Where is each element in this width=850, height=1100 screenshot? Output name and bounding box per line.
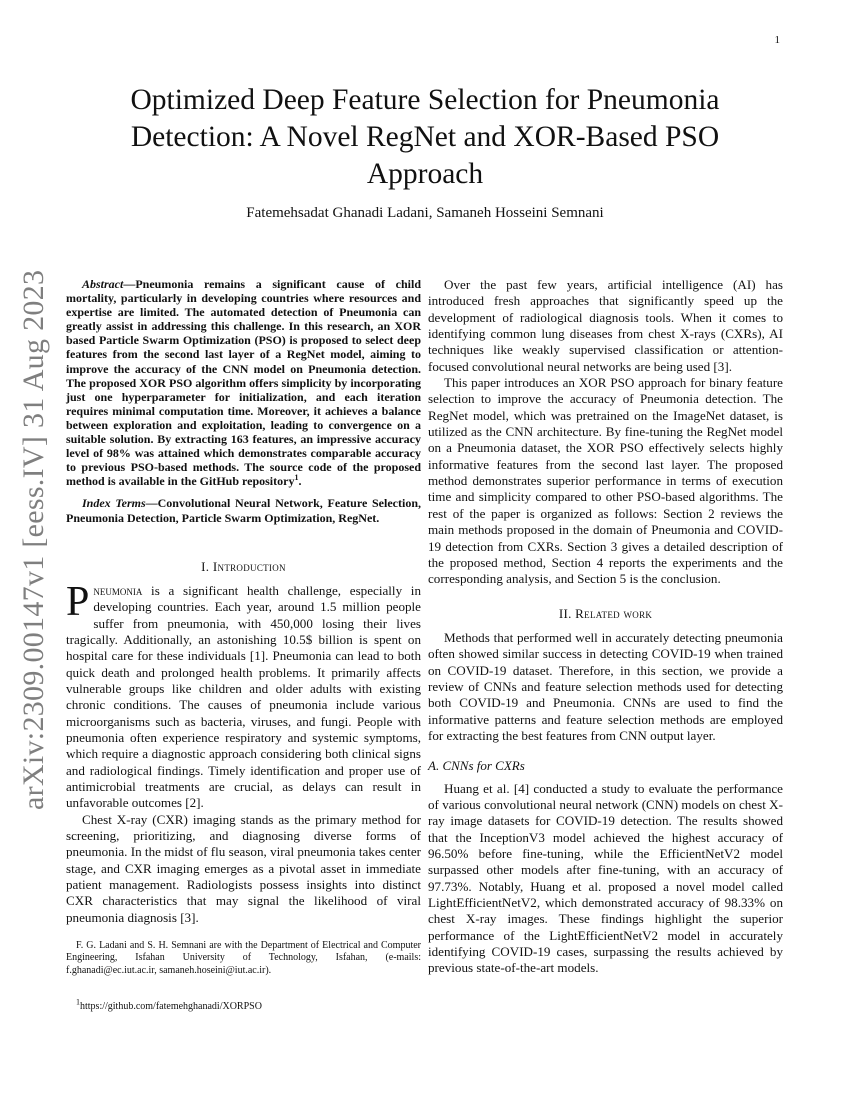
dropcap-word-rest: neumonia xyxy=(93,582,143,598)
section-heading-introduction: I. Introduction xyxy=(201,558,286,574)
abstract-text: —Pneumonia remains a significant cause of child mortality, particularly in developing countries where resources and expertise are limited. The automated detection of Pneumonia can greatly assist in addressing this challenge. In this research, an XOR based Particle Swarm Optimization (PSO) is proposed to select deep features from the second last layer of a RegNet model, aiming to improve the accuracy of the CNN model on Pneumonia detection. The proposed XOR PSO algorithm offers simplicity by incorporating just one hyperparameter for initialization, and each iteration requires minimal computation time. Moreover, it achieves a balance between exploration and exploitation, leading to convergence on a suitable solution. By extracting 163 features, an impressive accuracy level of 98% was attained which demonstrates comparable accuracy to previous PSO-based methods. The source code of the proposed method is available in the GitHub repository xyxy=(66,277,421,489)
arxiv-identifier-stamp: arXiv:2309.00147v1 [eess.IV] 31 Aug 2023 xyxy=(17,269,50,810)
dropcap-letter: P xyxy=(66,578,90,625)
abstract-end: . xyxy=(298,474,302,489)
index-terms xyxy=(66,496,421,524)
intro-paragraph-1 xyxy=(66,578,421,812)
index-terms-label: Index Terms xyxy=(82,496,146,511)
left-column xyxy=(66,277,421,1013)
page-number: 1 xyxy=(774,34,780,46)
paper-authors: Fatemehsadat Ghanadi Ladani, Samaneh Hosseini Semnani xyxy=(246,205,604,221)
intro-paragraph-1-text: is a significant health challenge, especially in developing countries. Each year, around 1.5 million people suffer from pneumonia, with 450,000 losing their lives tragically. Additionally, an astonishing 10.5$ billion is spent on hospital care for these individuals [1]. Pneumonia can lead to both quick death and prolonged health problems. It primarily affects vulnerable groups like children and older adults with existing chronic conditions. The causes of pneumonia include various microorganisms such as bacteria, viruses, and fungi. People with pneumonia often experience respiratory and systemic symptoms, which require a diagnostic approach considering both clinical signs and radiological findings. Timely identification and proper use of antimicrobial treatments are crucial, as delays can result in unfavorable outcomes [2]. xyxy=(66,582,421,811)
cnns-paragraph-1: Huang et al. [4] conducted a study to evaluate the performance of various convolutional neural network (CNN) models on chest X-ray image datasets for COVID-19 detection. The results showed that the InceptionV3 model achieved the highest accuracy of 96.50% before fine-tuning, while the EfficientNetV2 model surpassed other models after fine-tuning, with an accuracy of 97.73%. Notably, Huang et al. proposed a novel model called LightEfficientNetV2, which demonstrated accuracy of 98.33% on chest X-ray images. These findings highlight the superior performance of the LightEfficientNetV2 model in accurately identifying COVID-19 cases, surpassing the results achieved by previous state-of-the-art models. xyxy=(428,780,783,976)
repository-footnote xyxy=(66,997,421,1013)
abstract xyxy=(66,277,421,488)
repository-footnote-mark: 1 xyxy=(76,997,80,1007)
index-terms-text: —Convolutional Neural Network, Feature Selection, Pneumonia Detection, Particle Swarm Optimization, RegNet. xyxy=(66,496,421,525)
section-heading-related-work: II. Related work xyxy=(558,605,653,621)
author-affiliation-footnote: F. G. Ladani and S. H. Semnani are with the Department of Electrical and Computer Engineering, Isfahan University of Technology, Isfahan, (e-mails: f.ghanadi@ec.iut.ac.ir, samaneh.hoseini@iut.ac.ir). xyxy=(66,940,421,976)
subsection-heading-cnns-for-cxrs: A. CNNs for CXRs xyxy=(428,758,525,774)
paper-title: Optimized Deep Feature Selection for Pneumonia Detection: A Novel RegNet and XOR-Based PSO Approach xyxy=(130,84,720,190)
intro-paragraph-3: Over the past few years, artificial intelligence (AI) has introduced fresh approaches that significantly speed up the development of radiological diagnosis tools. When it comes to identifying common lung diseases from chest X-rays (CXRs), AI techniques like weakly supervised classification or attention-focused convolutional neural networks are being used [3]. xyxy=(428,277,783,374)
repository-url-link[interactable]: https://github.com/fatemehghanadi/XORPSO xyxy=(80,1000,262,1012)
abstract-label: Abstract xyxy=(82,277,124,291)
intro-paragraph-4: This paper introduces an XOR PSO approach for binary feature selection to improve the accuracy of Pneumonia detection. The RegNet model, which was pretrained on the ImageNet dataset, is utilized as the CNN architecture. By fine-tuning the RegNet model on a Pneumonia dataset, the XOR PSO effectively selects highly informative features from the second last layer. The proposed method demonstrates superior performance in terms of execution time and simplicity compared to other PSO-based algorithms. The rest of the paper is organized as follows: Section 2 reviews the main methods proposed in the domain of Pneumonia and COVID-19 detection from CXRs. Section 3 gives a detailed description of the proposed method, Section 4 reports the experiments and the corresponding analysis, and Section 5 is the conclusion. xyxy=(428,375,783,587)
right-column xyxy=(428,277,783,977)
footnotes xyxy=(66,940,421,1013)
intro-paragraph-2: Chest X-ray (CXR) imaging stands as the primary method for screening, prioritizing, and diagnosing diverse forms of pneumonia. In the midst of flu season, viral pneumonia takes center stage, and CXR imaging emerges as a pivotal asset in immediate patient management. Radiologists possess insights into distinct CXR characteristics that may signal the likelihood of viral pneumonia diagnosis [3]. xyxy=(66,811,421,925)
related-work-paragraph-1: Methods that performed well in accurately detecting pneumonia often showed similar success in detecting COVID-19 when trained on COVID-19 dataset. Therefore, in this section, we provide a review of CNNs and feature selection methods used for detecting both COVID-19 and Pneumonia. CNNs are used to find the informative patterns and feature selection methods are employed for extracting the best features from CNN output layer. xyxy=(428,629,783,743)
abstract-footnote-mark: 1 xyxy=(294,473,299,483)
